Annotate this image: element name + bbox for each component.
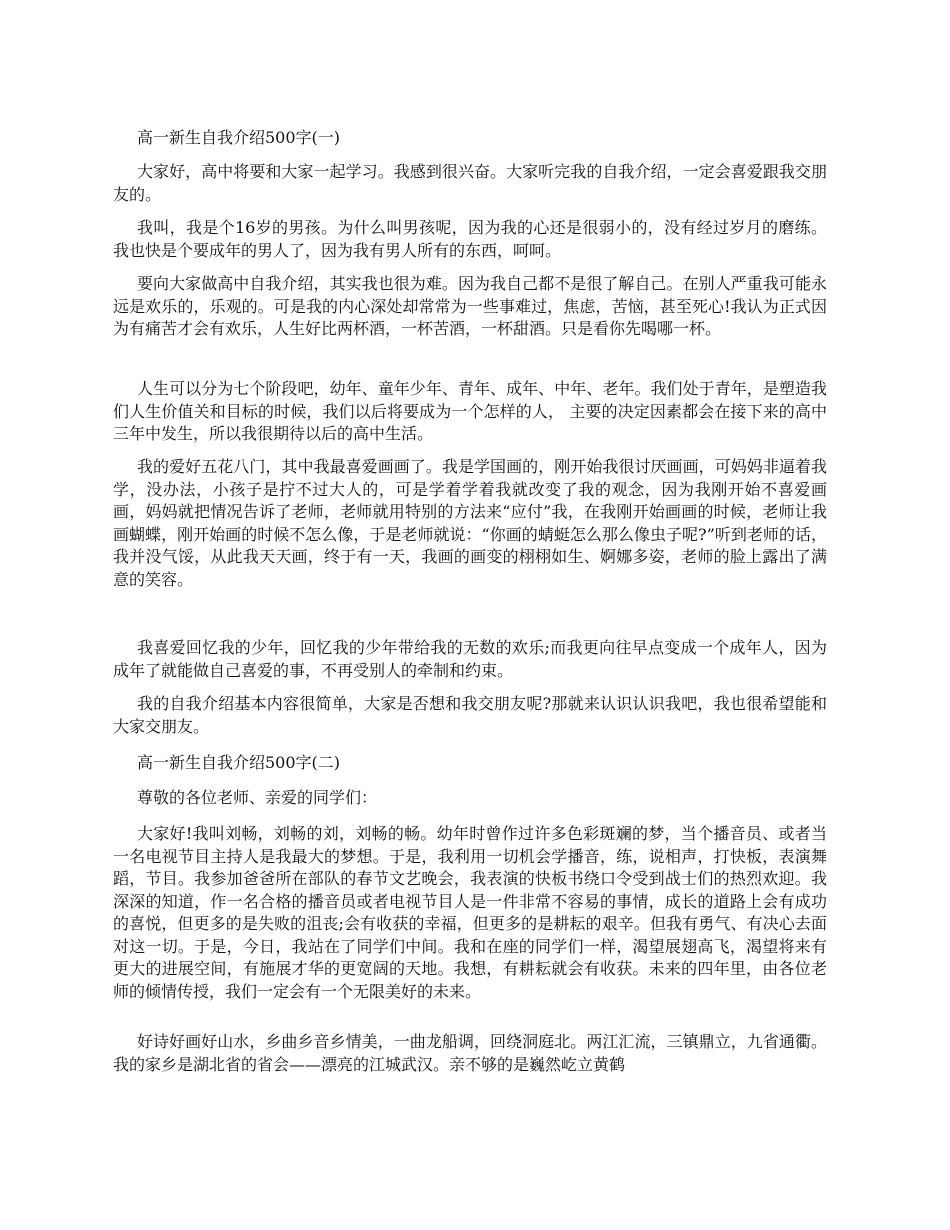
paragraph: 大家好，高中将要和大家一起学习。我感到很兴奋。大家听完我的自我介绍，一定会喜爱跟我交朋友的。	[113, 162, 827, 204]
paragraph: 我喜爱回忆我的少年，回忆我的少年带给我的无数的欢乐;而我更向往早点变成一个成年人，因为成年了就能做自己喜爱的事，不再受别人的牵制和约束。	[113, 638, 827, 680]
paragraph: 要向大家做高中自我介绍，其实我也很为难。因为我自己都不是很了解自己。在别人严重我可能永远是欢乐的，乐观的。可是我的内心深处却常常为一些事难过，焦虑，苦恼，甚至死心!我认为正式因为有痛苦才会有欢乐，人生好比两杯酒，一杯苦酒，一杯甜酒。只是看你先喝哪一杯。	[113, 274, 827, 338]
paragraph: 好诗好画好山水，乡曲乡音乡情美，一曲龙船调，回绕洞庭北。两江汇流，三镇鼎立，九省通衢。我的家乡是湖北省的省会——漂亮的江城武汉。亲不够的是巍然屹立黄鹤	[113, 1032, 827, 1074]
greeting: 尊敬的各位老师、亲爱的同学们：	[137, 788, 378, 807]
section-title-2: 高一新生自我介绍500字(二)	[137, 753, 341, 772]
paragraph: 我的爱好五花八门，其中我最喜爱画画了。我是学国画的，刚开始我很讨厌画画，可妈妈非逼着我学，没办法，小孩子是拧不过大人的，可是学着学着我就改变了我的观念，因为我刚开始不喜爱画画，妈妈就把情况告诉了老师，老师就用特别的方法来“应付”我，在我刚开始画画的时候，老师让我画蝴蝶，刚开始画的时候不怎么像，于是老师就说：“你画的蜻蜓怎么那么像虫子呢?”听到老师的话，我并没气馁，从此我天天画，终于有一天，我画的画变的栩栩如生、婀娜多姿，老师的脸上露出了满意的笑容。	[113, 457, 827, 589]
paragraph: 大家好!我叫刘畅，刘畅的刘，刘畅的畅。幼年时曾作过许多色彩斑斓的梦，当个播音员、或者当一名电视节目主持人是我最大的梦想。于是，我利用一切机会学播音，练，说相声，打快板，表演舞蹈，节目。我参加爸爸所在部队的春节文艺晚会，我表演的快板书绕口令受到战士们的热烈欢迎。我深深的知道，作一名合格的播音员或者电视节目人是一件非常不容易的事情，成长的道路上会有成功的喜悦，但更多的是失败的沮丧;会有收获的幸福，但更多的是耕耘的艰辛。但我有勇气、有决心去面对这一切。于是，今日，我站在了同学们中间。我和在座的同学们一样，渴望展翅高飞，渴望将来有更大的进展空间，有施展才华的更宽阔的天地。我想，有耕耘就会有收获。未来的四年里，由各位老师的倾情传授，我们一定会有一个无限美好的未来。	[113, 824, 827, 1001]
section-title-1: 高一新生自我介绍500字(一)	[137, 128, 341, 147]
paragraph: 人生可以分为七个阶段吧，幼年、童年少年、青年、成年、中年、老年。我们处于青年，是塑造我们人生价值关和目标的时候，我们以后将要成为一个怎样的人， 主要的决定因素都会在接下来的高中三年中发生，所以我很期待以后的高中生活。	[113, 379, 827, 443]
paragraph: 我的自我介绍基本内容很简单，大家是否想和我交朋友呢?那就来认识认识我吧，我也很希望能和大家交朋友。	[113, 694, 827, 736]
paragraph: 我叫，我是个16岁的男孩。为什么叫男孩呢，因为我的心还是很弱小的，没有经过岁月的磨练。我也快是个要成年的男人了，因为我有男人所有的东西，呵呵。	[113, 218, 827, 260]
